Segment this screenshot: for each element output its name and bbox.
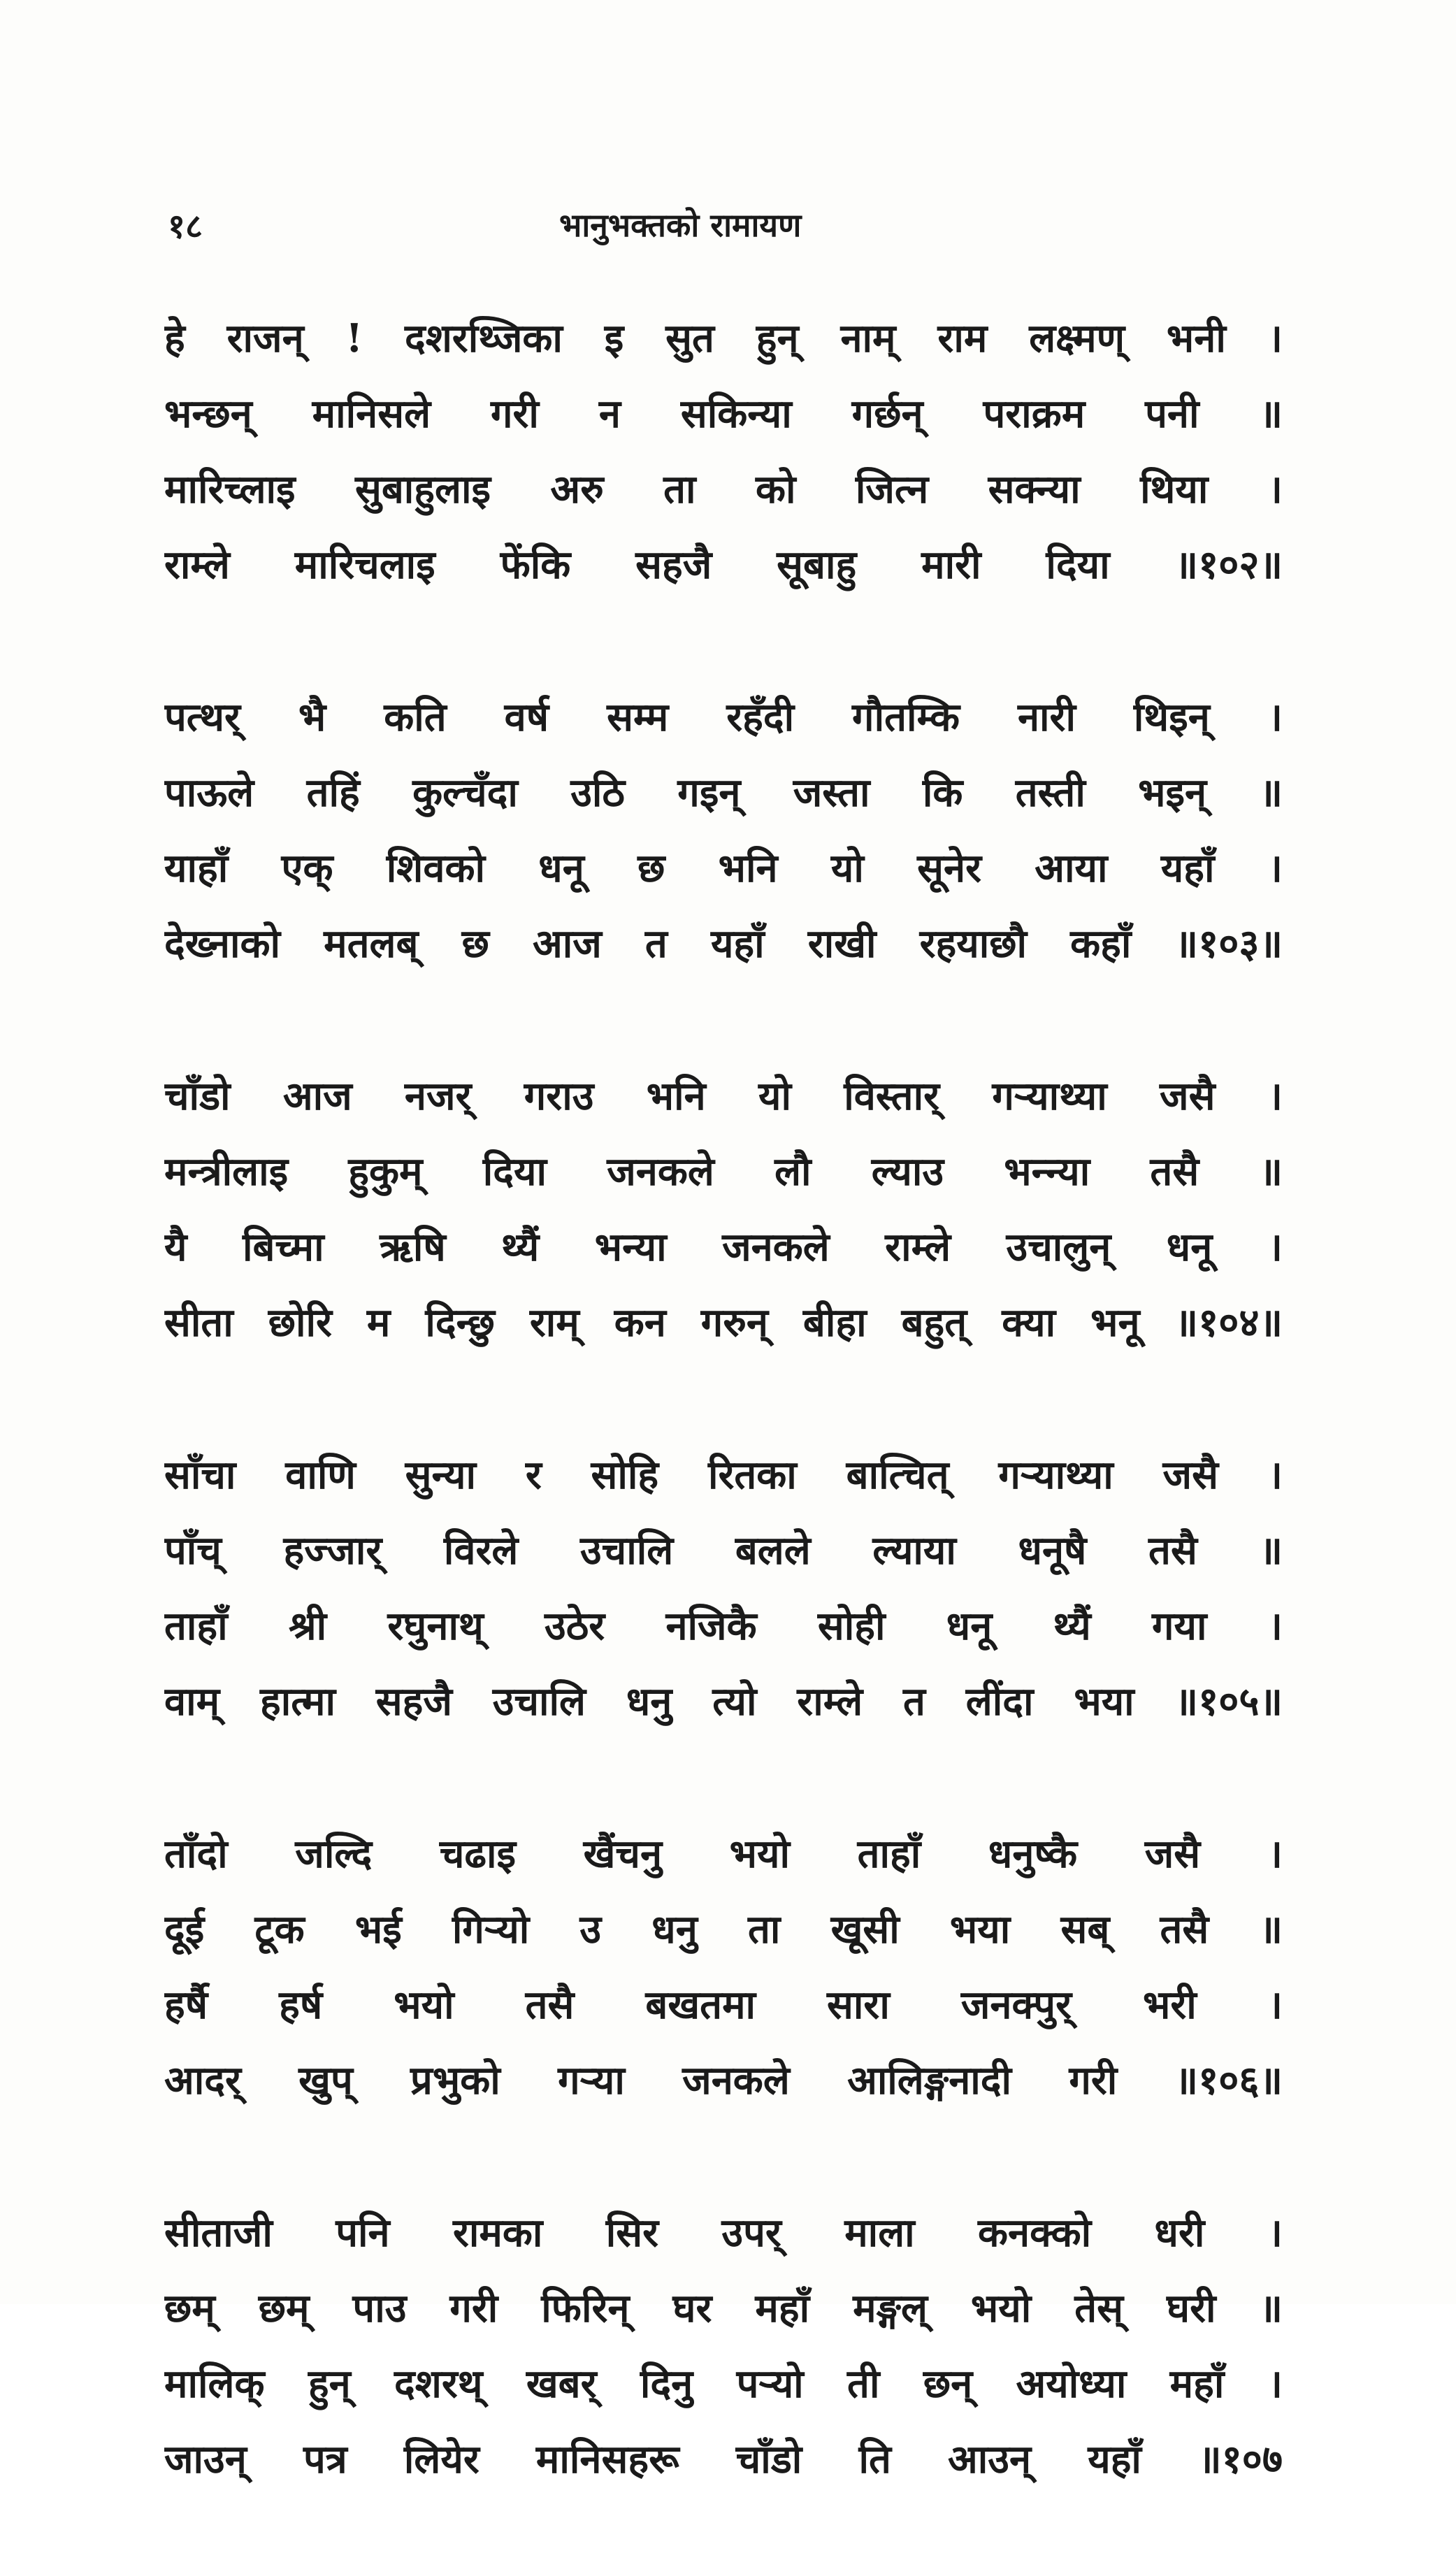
verse-body bbox=[164, 301, 1283, 2574]
verse-line: ताँदो जल्दि चढाइ खैंचनु भयो ताहाँ धनुष्कै जसै । bbox=[164, 1831, 1283, 1877]
verse-line: छम् छम् पाउ गरी फिरिन् घर महाँ मङ्गल् भयो तेस् घरी ॥ bbox=[164, 2285, 1283, 2331]
verse-line: चाँडो आज नजर् गराउ भनि यो विस्तार् गऱ्याथ्या जसै । bbox=[164, 1073, 1283, 1119]
running-title: भानुभक्तको रामायण bbox=[559, 206, 802, 244]
verse-line: हर्षै हर्ष भयो तसै बखतमा सारा जनक्पुर् भरी । bbox=[164, 1982, 1283, 2028]
verse-line: दूई टूक भई गिऱ्यो उ धनु ता खूसी भया सब् तसै ॥ bbox=[164, 1906, 1283, 1953]
verse-line: देख्नाको मतलब् छ आज त यहाँ राखी रहयाछौ कहाँ ॥१०३॥ bbox=[164, 921, 1283, 967]
verse-line: राम्ले मारिचलाइ फेंकि सहजै सूबाहु मारी दिया ॥१०२॥ bbox=[164, 542, 1283, 588]
verse-line: वाम् हात्मा सहजै उचालि धनु त्यो राम्ले त लींदा भया ॥१०५॥ bbox=[164, 1678, 1283, 1725]
verse-line: पाऊले तहिं कुल्चँदा उठि गइन् जस्ता कि तस्ती भइन् ॥ bbox=[164, 770, 1283, 816]
verse-line: साँचा वाणि सुन्या र सोहि रितका बात्चित् गऱ्याथ्या जसै । bbox=[164, 1452, 1283, 1498]
verse-line: याहाँ एक् शिवको धनू छ भनि यो सूनेर आया यहाँ । bbox=[164, 845, 1283, 891]
verse-line: मारिच्लाइ सुबाहुलाइ अरु ता को जित्न सक्न्या थिया । bbox=[164, 466, 1283, 512]
page-number: १८ bbox=[168, 207, 203, 246]
verse-line: मालिक् हुन् दशरथ् खबर् दिनु पऱ्यो ती छन् अयोध्या महाँ । bbox=[164, 2361, 1283, 2407]
verse-line: पाँच् हज्जार् विरले उचालि बलले ल्याया धनूषै तसै ॥ bbox=[164, 1527, 1283, 1574]
verse-line: जाउन् पत्र लियेर मानिसहरू चाँडो ति आउन् यहाँ ॥१०७ bbox=[164, 2436, 1283, 2482]
verse-line: आदर् खुप् प्रभुको गऱ्या जनकले आलिङ्गनादी गरी ॥१०६॥ bbox=[164, 2057, 1283, 2104]
verse-line: हे राजन् ! दशरथ्जिका इ सुत हुन् नाम् राम लक्ष्मण् भनी । bbox=[164, 315, 1283, 361]
verse-line: यै बिच्मा ऋषि थ्यैं भन्या जनकले राम्ले उचालुन् धनू । bbox=[164, 1224, 1283, 1270]
stanza-106 bbox=[164, 1816, 1283, 2118]
verse-line: मन्त्रीलाइ हुकुम् दिया जनकले लौ ल्याउ भन्न्या तसै ॥ bbox=[164, 1149, 1283, 1195]
stanza-105 bbox=[164, 1437, 1283, 1739]
verse-line: ताहाँ श्री रघुनाथ् उठेर नजिकै सोही धनू थ्यैं गया । bbox=[164, 1603, 1283, 1649]
verse-line: पत्थर् भै कति वर्ष सम्म रहँदी गौतम्कि नारी थिइन् । bbox=[164, 694, 1283, 740]
verse-line: भन्छन् मानिसले गरी न सकिन्या गर्छन् पराक्रम पनी ॥ bbox=[164, 391, 1283, 437]
page-header bbox=[168, 203, 1286, 259]
stanza-102 bbox=[164, 301, 1283, 603]
stanza-104 bbox=[164, 1058, 1283, 1360]
verse-line: सीता छोरि म दिन्छु राम् कन गरुन् बीहा बहुत् क्या भनू ॥१०४॥ bbox=[164, 1300, 1283, 1346]
stanza-107 bbox=[164, 2195, 1283, 2497]
verse-line: सीताजी पनि रामका सिर उपर् माला कनक्को धरी । bbox=[164, 2210, 1283, 2256]
stanza-103 bbox=[164, 680, 1283, 982]
